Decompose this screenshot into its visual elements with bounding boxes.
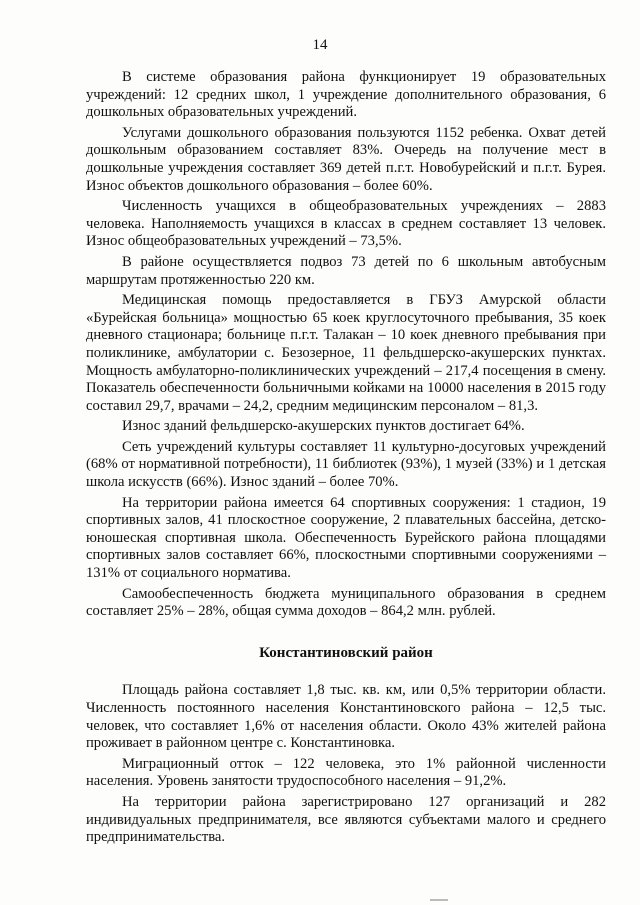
paragraph-budget: Самообеспеченность бюджета муниципального образования в среднем составляет 25% – 28%, общая сумма доходов – 864,2 млн. рублей. (86, 585, 606, 620)
paragraph-preschool: Услугами дошкольного образования пользуются 1152 ребенка. Охват детей дошкольным образованием составляет 83%. Очередь на получение мест в дошкольные учреждения составляет 369 детей п.г.т. Новобурейский и п.г.т. Бурея. Износ объектов дошкольного образования – более 60%. (86, 124, 606, 194)
paragraph-students: Численность учащихся в общеобразовательных учреждениях – 2883 человека. Наполняемость учащихся в классах в среднем составляет 13 человек. Износ общеобразовательных учреждений – 73,5%. (86, 198, 606, 250)
paragraph-medical-care: Медицинская помощь предоставляется в ГБУЗ Амурской области «Бурейская больница» мощностью 65 коек круглосуточного пребывания, 35 коек дневного стационара; больнице п.г.т. Талакан – 10 коек дневного пребывания при поликлинике, амбулатории с. Безозерное, 11 фельдшерско-акушерских пунктах. Мощность амбулаторно-поликлинических учреждений – 217,4 посещения в смену. Показатель обеспеченности больничными койками на 10000 населения в 2015 году составил 29,7, врачами – 24,2, средним медицинским персоналом – 81,3. (86, 292, 606, 414)
paragraph-sports: На территории района имеется 64 спортивных сооружения: 1 стадион, 19 спортивных залов, 41 плоскостное сооружение, 2 плавательных бассейна, детско-юношеская спортивная школа. Обеспеченность Бурейского района площадями спортивных залов составляет 66%, плоскостными спортивными сооружениями – 131% от социального норматива. (86, 494, 606, 582)
section-title: Константиновский район (259, 644, 433, 661)
paragraph-fap-wear: Износ зданий фельдшерско-акушерских пунктов достигает 64%. (122, 418, 525, 435)
paragraph-school-transport: В районе осуществляется подвоз 73 детей по 6 школьным автобусным маршрутам протяженностью 220 км. (86, 253, 606, 288)
paragraph-culture: Сеть учреждений культуры составляет 11 культурно-досуговых учреждений (68% от нормативной потребности), 11 библиотек (93%), 1 музей (33%) и 1 детская школа искусств (66%). Износ зданий – более 70%. (86, 438, 606, 491)
scan-artifact (430, 899, 448, 901)
page-number: 14 (312, 37, 328, 53)
page-content (86, 69, 606, 847)
paragraph-education-institutions: В системе образования района функционирует 19 образовательных учреждений: 12 средних школ, 1 учреждение дополнительного образования, 6 дошкольных образовательных учреждений. (86, 69, 606, 121)
paragraph-area-population: Площадь района составляет 1,8 тыс. кв. км, или 0,5% территории области. Численность постоянного населения Константиновского района – 12,5 тыс. человек, что составляет 1,6% от населения области. Около 43% жителей района проживает в районном центре с. Константиновка. (86, 682, 606, 752)
paragraph-migration: Миграционный отток – 122 человека, это 1% районной численности населения. Уровень занятости трудоспособного населения – 91,2%. (86, 755, 606, 790)
paragraph-organizations: На территории района зарегистрировано 127 организаций и 282 индивидуальных предпринимателя, все являются субъектами малого и среднего предпринимательства. (86, 793, 606, 846)
